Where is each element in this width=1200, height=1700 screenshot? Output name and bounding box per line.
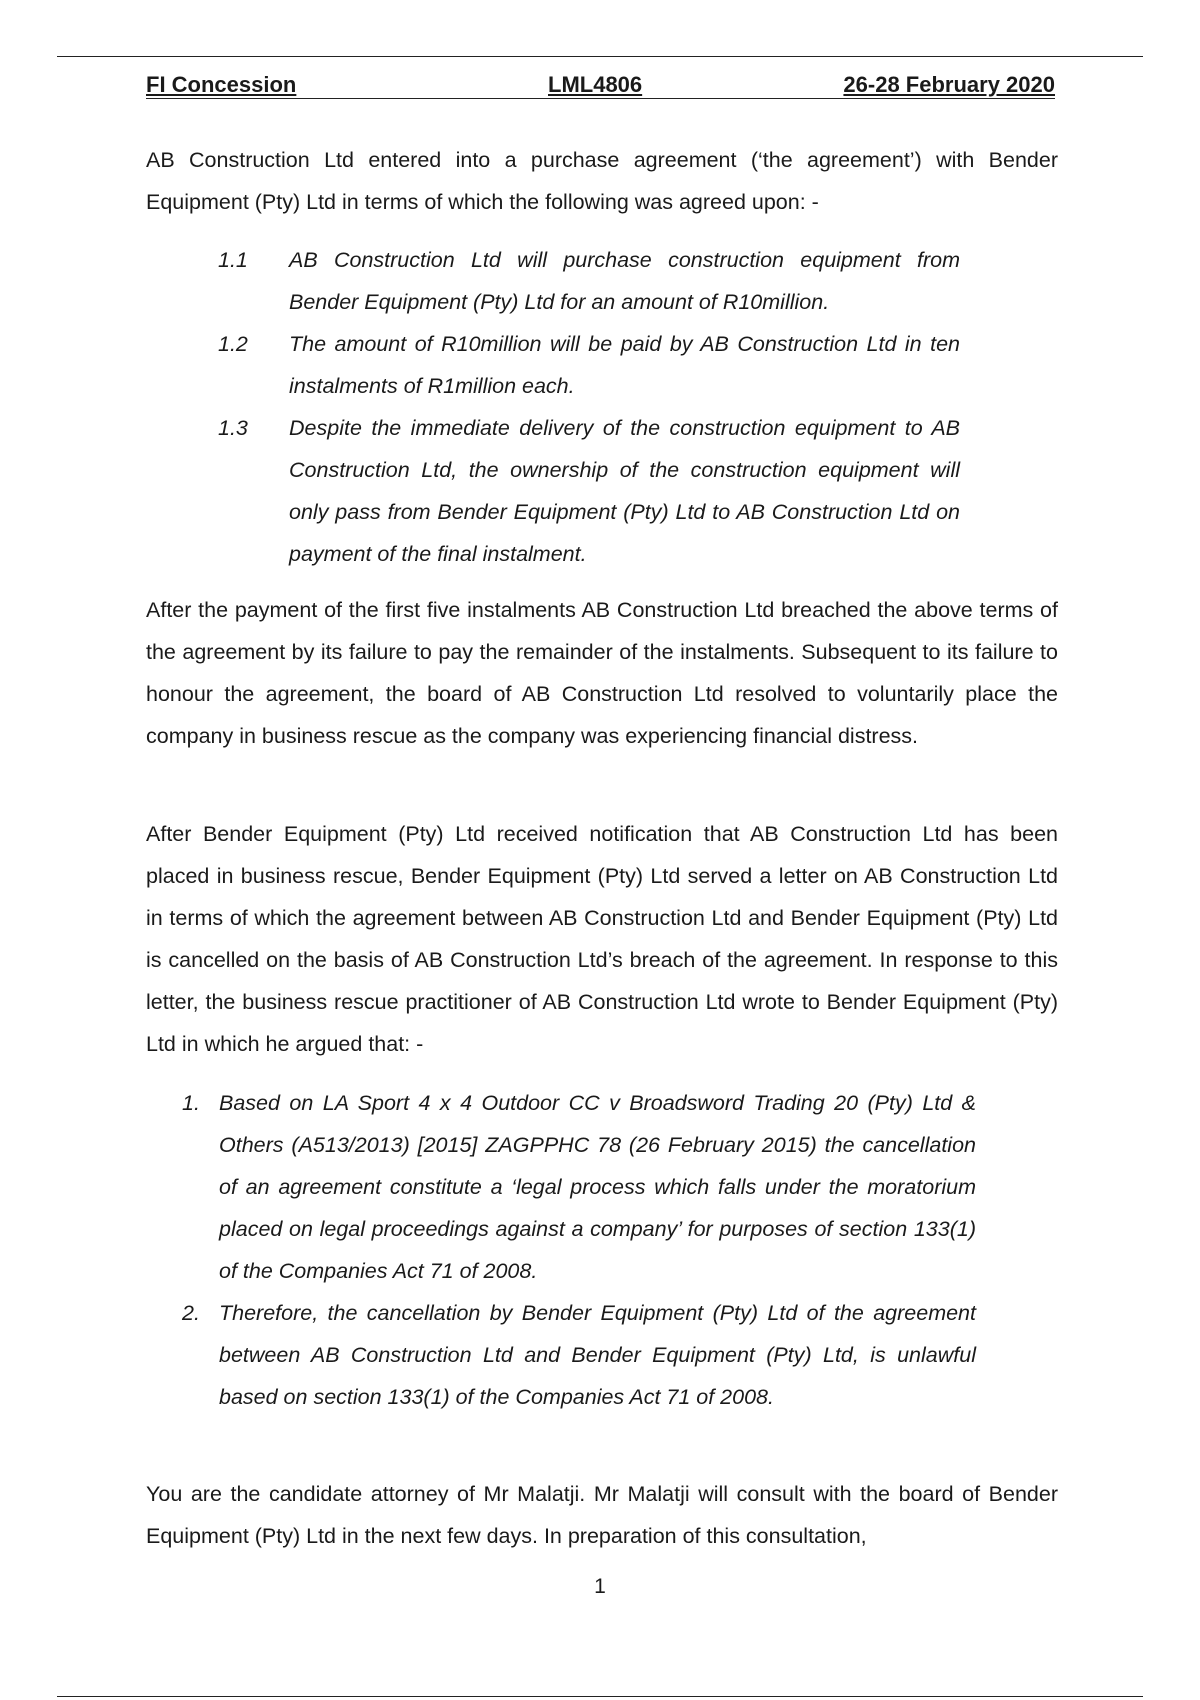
term-text: The amount of R10million will be paid by AB Construction Ltd in ten instalments of R1million each. [289,332,960,398]
argument-number: 2. [182,1301,200,1325]
list-item [146,1292,976,1418]
argument-text: Therefore, the cancellation by Bender Equipment (Pty) Ltd of the agreement between AB Construction Ltd and Bender Equipment (Pty) Ltd, is unlawful based on section 133(1) of the Companies Act 71 of 2008. [219,1301,976,1409]
bottom-rule [57,1696,1143,1697]
list-item [146,323,960,407]
term-text: Despite the immediate delivery of the construction equipment to AB Construction Ltd, the ownership of the construction equipment will only pass from Bender Equipment (Pty) Ltd to AB Construction Ltd on payment of the final instalment. [289,416,960,566]
term-number: 1.2 [218,332,248,356]
agreement-terms-list [146,239,960,575]
term-number: 1.1 [218,248,248,272]
cancellation-paragraph: After Bender Equipment (Pty) Ltd received notification that AB Construction Ltd has been placed in business rescue, Bender Equipment (Pty) Ltd served a letter on AB Construction Ltd in terms of which the agreement between AB Construction Ltd and Bender Equipment (Pty) Ltd is cancelled on the basis of AB Construction Ltd’s breach of the agreement. In response to this letter, the business rescue practitioner of AB Construction Ltd wrote to Bender Equipment (Pty) Ltd in which he argued that: - [146,822,1058,1056]
header-course-title: FI Concession [146,72,297,97]
term-text: AB Construction Ltd will purchase construction equipment from Bender Equipment (Pty) Ltd for an amount of R10million. [289,248,960,314]
breach-paragraph: After the payment of the first five instalments AB Construction Ltd breached the above terms of the agreement by its failure to pay the remainder of the instalments. Subsequent to its failure to honour the agreement, the board of AB Construction Ltd resolved to voluntarily place the company in business rescue as the company was experiencing financial distress. [146,598,1058,748]
list-item [146,407,960,575]
arguments-list [146,1082,976,1418]
list-item [146,239,960,323]
page-number: 1 [594,1575,606,1598]
argument-number: 1. [182,1091,200,1115]
instruction-paragraph: You are the candidate attorney of Mr Malatji. Mr Malatji will consult with the board of Bender Equipment (Pty) Ltd in the next few days. In preparation of this consultation, [146,1482,1058,1548]
argument-text: Based on LA Sport 4 x 4 Outdoor CC v Broadsword Trading 20 (Pty) Ltd & Others (A513/2013) [2015] ZAGPPHC 78 (26 February 2015) the cancellation of an agreement constitute a ‘legal process which falls under the moratorium placed on legal proceedings against a company’ for purposes of section 133(1) of the Companies Act 71 of 2008. [219,1091,976,1283]
intro-paragraph: AB Construction Ltd entered into a purchase agreement (‘the agreement’) with Bender Equipment (Pty) Ltd in terms of which the following was agreed upon: - [146,148,1058,214]
term-number: 1.3 [218,416,248,440]
header-date: 26-28 February 2020 [843,72,1055,97]
list-item [146,1082,976,1292]
top-rule [57,56,1143,57]
page-header [146,70,1055,99]
header-course-code: LML4806 [548,72,643,97]
